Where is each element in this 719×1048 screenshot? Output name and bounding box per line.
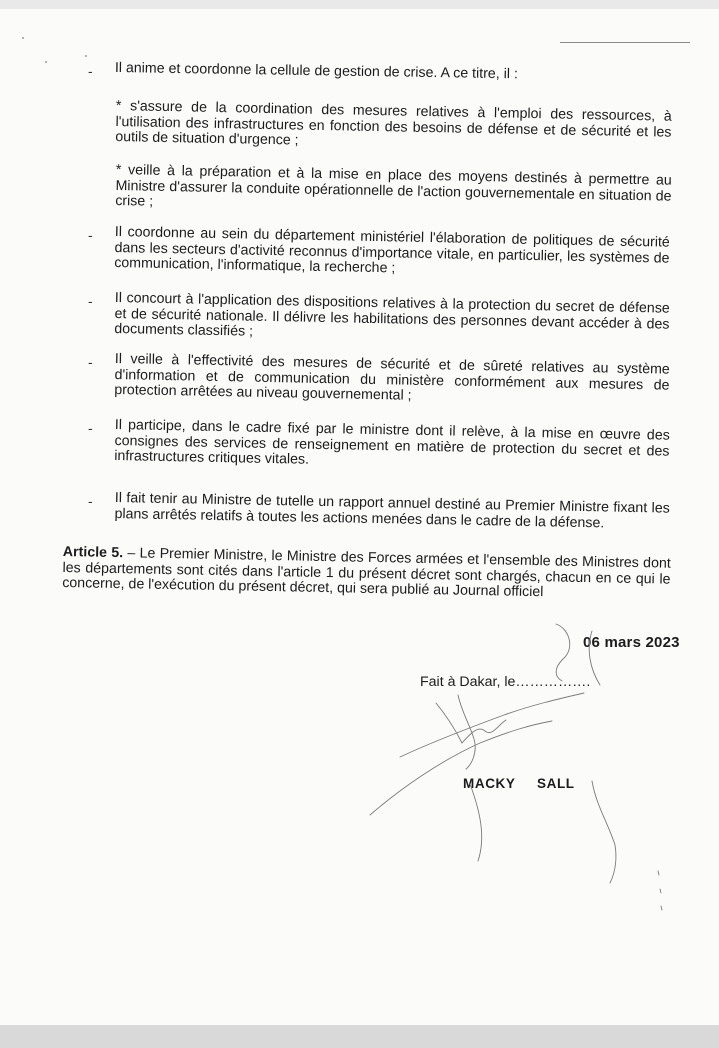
signature-stroke	[589, 631, 600, 685]
signature-place: Fait à Dakar, le…………….	[420, 674, 591, 690]
paragraph-information-system: Il veille à l'effectivité des mesures de sécurité et de sûreté relatives au système d'information et de communication du ministère conformément aux mesures de protection arrêtées au niveau gouvernemental ;	[114, 351, 670, 404]
subparagraph-coordination: * s'assure de la coordination des mesures relatives à l'emploi des ressources, à l'utilisation des infrastructures en fonction des besoins de défense et de sécurité et les outils de situation d'urgence ;	[115, 98, 672, 149]
bullet-dash: -	[88, 354, 93, 370]
document-page	[0, 9, 719, 1025]
bullet-dash: -	[88, 493, 93, 509]
subparagraph-preparation: * veille à la préparation et à la mise en place des moyens destinés à permettre au Ministre d'assurer la conduite opérationnelle de l'action gouvernementale en situation de crise ;	[115, 162, 672, 210]
bullet-dash: -	[88, 420, 93, 436]
bottom-band	[0, 1025, 719, 1048]
signatory-first-name: MACKY	[463, 776, 516, 791]
bullet-dash: -	[88, 293, 93, 309]
signature-stroke	[370, 721, 552, 815]
paragraph-crisis-cell: Il anime et coordonne la cellule de gestion de crise. A ce titre, il :	[114, 60, 518, 83]
signature-stroke	[400, 693, 584, 757]
paragraph-intelligence: Il participe, dans le cadre fixé par le ministre dont il relève, à la mise en œuvre des consignes des services de renseignement en matière de protection du secret et des infrastructures critiques vitales.	[114, 417, 670, 468]
margin-marks	[658, 871, 662, 910]
bullet-dash: -	[88, 63, 93, 79]
signature-date: 06 mars 2023	[583, 634, 680, 651]
paragraph-security-policies: Il coordonne au sein du département ministériel l'élaboration de politiques de sécurité dans les secteurs d'activité reconnus d'importance vitale, en particulier, les systèmes de communication, l'informatique, la recherche ;	[114, 224, 670, 277]
paragraph-annual-report: Il fait tenir au Ministre de tutelle un rapport annuel destiné au Premier Ministre fixant les plans arrêtés relatifs à toutes les actions menées dans le cadre de la défense.	[114, 490, 670, 531]
bullet-dash: -	[88, 227, 93, 243]
signatory-last-name: SALL	[537, 776, 575, 791]
signature-stroke	[470, 784, 482, 861]
date-bracket-stroke	[556, 624, 570, 681]
handwritten-signature	[0, 9, 719, 1025]
article-text: – Le Premier Ministre, le Ministre des Forces armées et l'ensemble des Ministres dont les départements sont cités dans l'article 1 du présent décret sont chargés, chacun en ce qui le concerne, de l'exécution du présent décret, qui sera publié au Journal officiel	[62, 545, 671, 601]
paragraph-defense-secret: Il concourt à l'application des dispositions relatives à la protection du secret de défense et de sécurité nationale. Il délivre les habilitations des personnes devant accéder à des documents classifiés ;	[114, 290, 670, 340]
article-label: Article 5.	[62, 544, 124, 562]
signature-stroke	[592, 781, 616, 883]
